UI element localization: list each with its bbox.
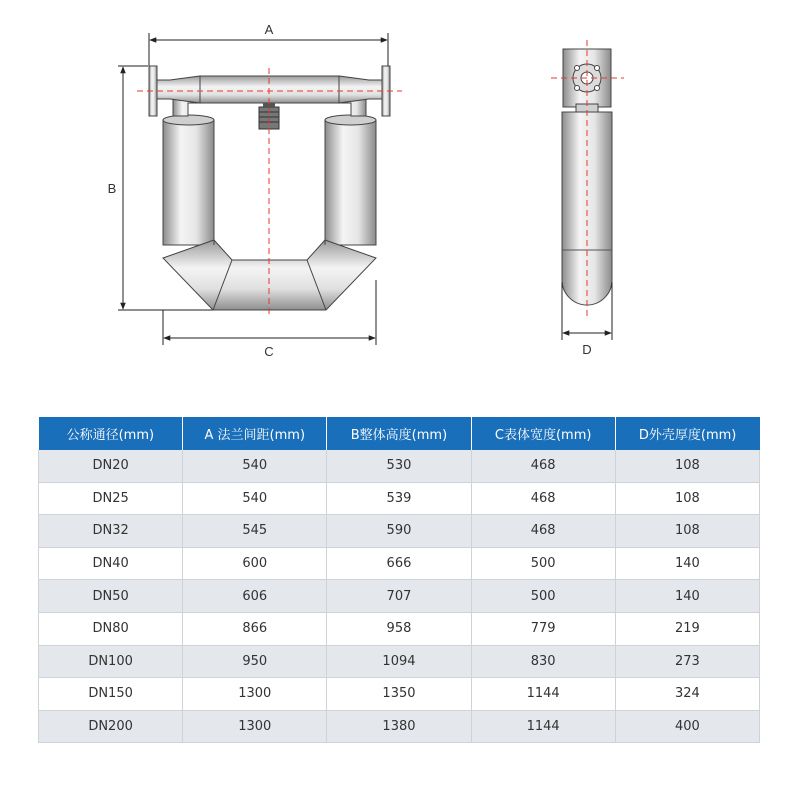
column-header-overall-height: B整体高度(mm)	[327, 417, 471, 450]
right-tube-leg	[325, 120, 376, 245]
table-row	[39, 482, 760, 515]
table-row	[39, 678, 760, 711]
column-header-nominal-diameter: 公称通径(mm)	[39, 417, 183, 450]
side-view	[551, 40, 624, 340]
table-cell: 539	[327, 482, 471, 515]
table-cell: 779	[471, 612, 615, 645]
table-cell: 830	[471, 645, 615, 678]
table-cell: 606	[183, 580, 327, 613]
table-cell: 140	[615, 580, 759, 613]
table-cell: 958	[327, 612, 471, 645]
table-cell: 1350	[327, 678, 471, 711]
table-cell: 273	[615, 645, 759, 678]
table-cell: 108	[615, 515, 759, 548]
column-header-housing-thickness: D外壳厚度(mm)	[615, 417, 759, 450]
table-cell: 108	[615, 482, 759, 515]
table-cell: 1300	[183, 710, 327, 743]
table-cell: 545	[183, 515, 327, 548]
table-cell: 950	[183, 645, 327, 678]
table-row	[39, 450, 760, 482]
table-cell: 1094	[327, 645, 471, 678]
table-cell: DN20	[39, 450, 183, 482]
table-cell: DN32	[39, 515, 183, 548]
table-row	[39, 580, 760, 613]
table-row	[39, 612, 760, 645]
table-cell: DN100	[39, 645, 183, 678]
table-cell: 1144	[471, 678, 615, 711]
table-cell: DN150	[39, 678, 183, 711]
table-cell: DN200	[39, 710, 183, 743]
dimension-label-d: D	[582, 342, 592, 357]
table-row	[39, 515, 760, 548]
table-cell: 866	[183, 612, 327, 645]
table-header-row	[39, 417, 760, 450]
table-row	[39, 547, 760, 580]
table-cell: DN50	[39, 580, 183, 613]
column-header-flange-spacing: A 法兰间距(mm)	[183, 417, 327, 450]
table-cell: 108	[615, 450, 759, 482]
dimension-label-b: B	[107, 181, 117, 196]
table-cell: 540	[183, 482, 327, 515]
left-tube-leg	[163, 120, 214, 245]
table-cell: 500	[471, 580, 615, 613]
table-cell: 540	[183, 450, 327, 482]
table-cell: 468	[471, 450, 615, 482]
table-cell: 600	[183, 547, 327, 580]
table-cell: 1300	[183, 678, 327, 711]
table-cell: DN25	[39, 482, 183, 515]
dimension-label-a: A	[264, 22, 274, 37]
table-cell: 707	[327, 580, 471, 613]
table-cell: 500	[471, 547, 615, 580]
column-header-body-width: C表体宽度(mm)	[471, 417, 615, 450]
table-cell: 219	[615, 612, 759, 645]
table-cell: 140	[615, 547, 759, 580]
table-cell: 324	[615, 678, 759, 711]
table-cell: 1380	[327, 710, 471, 743]
table-row	[39, 645, 760, 678]
table-cell: 530	[327, 450, 471, 482]
table-cell: 400	[615, 710, 759, 743]
dimension-label-c: C	[264, 344, 274, 359]
table-cell: 468	[471, 515, 615, 548]
table-cell: 590	[327, 515, 471, 548]
table-cell: DN80	[39, 612, 183, 645]
table-row	[39, 710, 760, 743]
specification-table	[38, 417, 760, 743]
table-cell: 1144	[471, 710, 615, 743]
table-cell: DN40	[39, 547, 183, 580]
front-view	[118, 33, 402, 345]
table-cell: 666	[327, 547, 471, 580]
table-cell: 468	[471, 482, 615, 515]
